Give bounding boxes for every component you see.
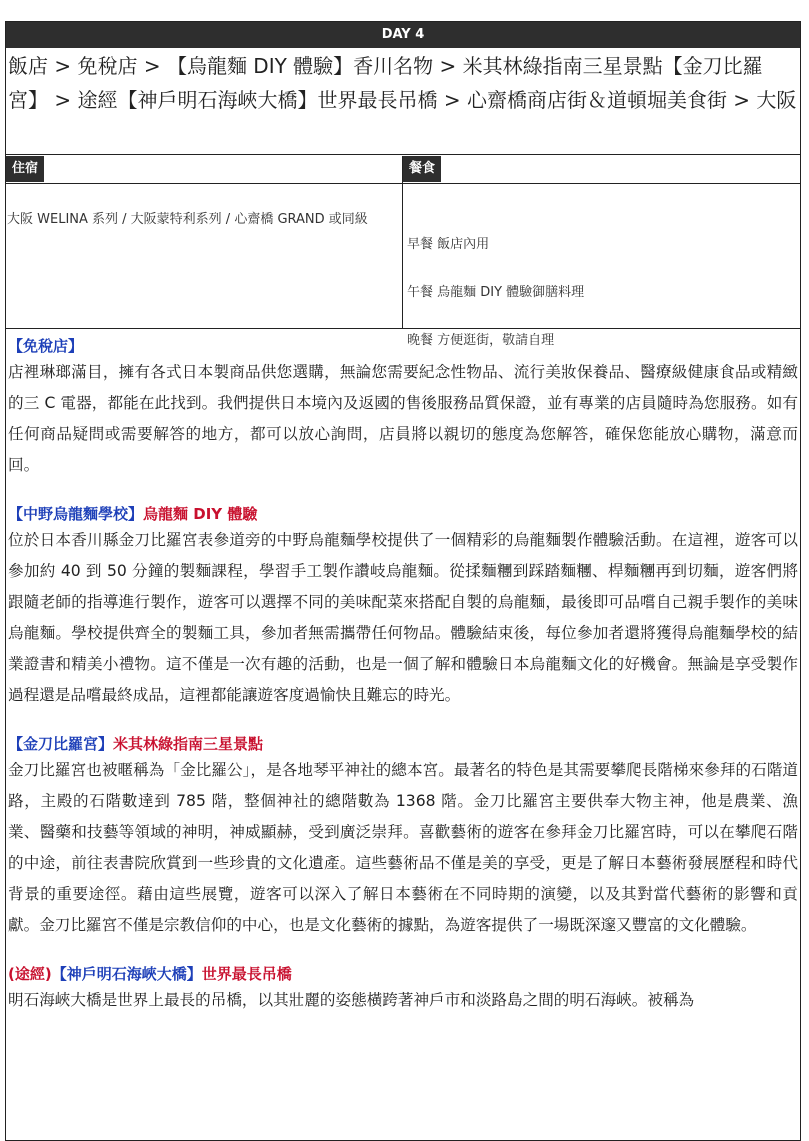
section-body-udon-school: 位於日本香川縣金刀比羅宮表參道旁的中野烏龍麵學校提供了一個精彩的烏龍麵製作體驗活動。在這裡，遊客可以參加約 40 到 50 分鐘的製麵課程，學習手工製作讚岐烏龍麵。從揉麵糰到踩踏麵糰、桿麵糰再到切麵，遊客們將跟隨老師的指導進行製作，遊客可以選擇不同的美味配菜來搭配自製的烏龍麵，最後即可品嚐自己親手製作的美味烏龍麵。學校提供齊全的製麵工具，參加者無需攜帶任何物品。體驗結束後，每位參加者還將獲得烏龍麵學校的結業證書和精美小禮物。這不僅是一次有趣的活動，也是一個了解和體驗日本烏龍麵文化的好機會。無論是享受製作過程還是品嚐最終成品，這裡都能讓遊客度過愉快且難忘的時光。 [8, 531, 798, 704]
section-body-akashi-bridge: 明石海峽大橋是世界上最長的吊橋，以其壯麗的姿態橫跨著神戶市和淡路島之間的明石海峽。被稱為 [8, 991, 695, 1009]
lodging-label: 住宿 [6, 156, 44, 182]
lodging-column [6, 156, 403, 328]
section-body-duty-free: 店裡琳瑯滿目，擁有各式日本製商品供您選購，無論您需要紀念性物品、流行美妝保養品、醫療級健康食品或精緻的三 C 電器，都能在此找到。我們提供日本境內及返國的售後服務品質保證，並有專業的店員隨時為您服務。如有任何商品疑問或需要解答的地方，都可以放心詢問，店員將以親切的態度為您解答，確保您能放心購物，滿意而回。 [8, 363, 798, 474]
content-sections [6, 329, 800, 1016]
meals-column [403, 156, 800, 348]
lodging-divider [6, 183, 402, 184]
section-title-blue: 【神戶明石海峽大橋】 [51, 965, 202, 983]
meal-breakfast: 早餐 飯店內用 [407, 237, 490, 252]
meals-label: 餐食 [403, 156, 441, 182]
section-title-prefix: (途經) [8, 965, 52, 983]
meal-dinner: 晚餐 方便逛街，敬請自理 [407, 333, 555, 348]
meals-divider [403, 183, 800, 184]
section-title-udon-school [8, 503, 798, 525]
section-title-red: 米其林綠指南三星景點 [113, 735, 264, 753]
day-header: DAY 4 [6, 22, 800, 48]
section-body-kotohira: 金刀比羅宮也被暱稱為「金比羅公」，是各地琴平神社的總本宮。最著名的特色是其需要攀爬長階梯來參拜的石階道路，主殿的石階數達到 785 階，整個神社的總階數為 1368 階。金刀比羅宮主要供奉大物主神，他是農業、漁業、醫藥和技藝等領域的神明，神威顯赫，受到廣泛崇拜。喜歡藝術的遊客在參拜金刀比羅宮時，可以在攀爬石階的中途，前往表書院欣賞到一些珍貴的文化遺產。這些藝術品不僅是美的享受，更是了解日本藝術發展歷程和時代背景的重要途徑。藉由這些展覽，遊客可以深入了解日本藝術在不同時期的演變，以及其對當代藝術的影響和貢獻。金刀比羅宮不僅是宗教信仰的中心，也是文化藝術的據點，為遊客提供了一場既深邃又豐富的文化體驗。 [8, 761, 798, 934]
section-title-red: 烏龍麵 DIY 體驗 [143, 505, 258, 523]
section-title-blue: 【金刀比羅宮】 [8, 735, 114, 753]
section-title-blue: 【免稅店】 [8, 337, 84, 355]
itinerary-day-card [5, 21, 801, 1141]
lodging-value: 大阪 WELINA 系列 / 大阪蒙特利系列 / 心齋橋 GRAND 或同級 [7, 212, 368, 227]
section-title-duty-free [8, 335, 798, 357]
meal-lunch: 午餐 烏龍麵 DIY 體驗御膳料理 [407, 285, 585, 300]
section-title-akashi-bridge [8, 963, 798, 985]
section-title-red: 世界最長吊橋 [201, 965, 292, 983]
route-summary: 飯店 > 免稅店 > 【烏龍麵 DIY 體驗】香川名物 > 米其林綠指南三星景點【金刀比羅宮】 > 途經【神戶明石海峽大橋】世界最長吊橋 > 心齋橋商店街＆道頓堀美食街 > 大阪 [6, 49, 800, 155]
section-title-blue: 【中野烏龍麵學校】 [8, 505, 144, 523]
section-title-kotohira [8, 733, 798, 755]
